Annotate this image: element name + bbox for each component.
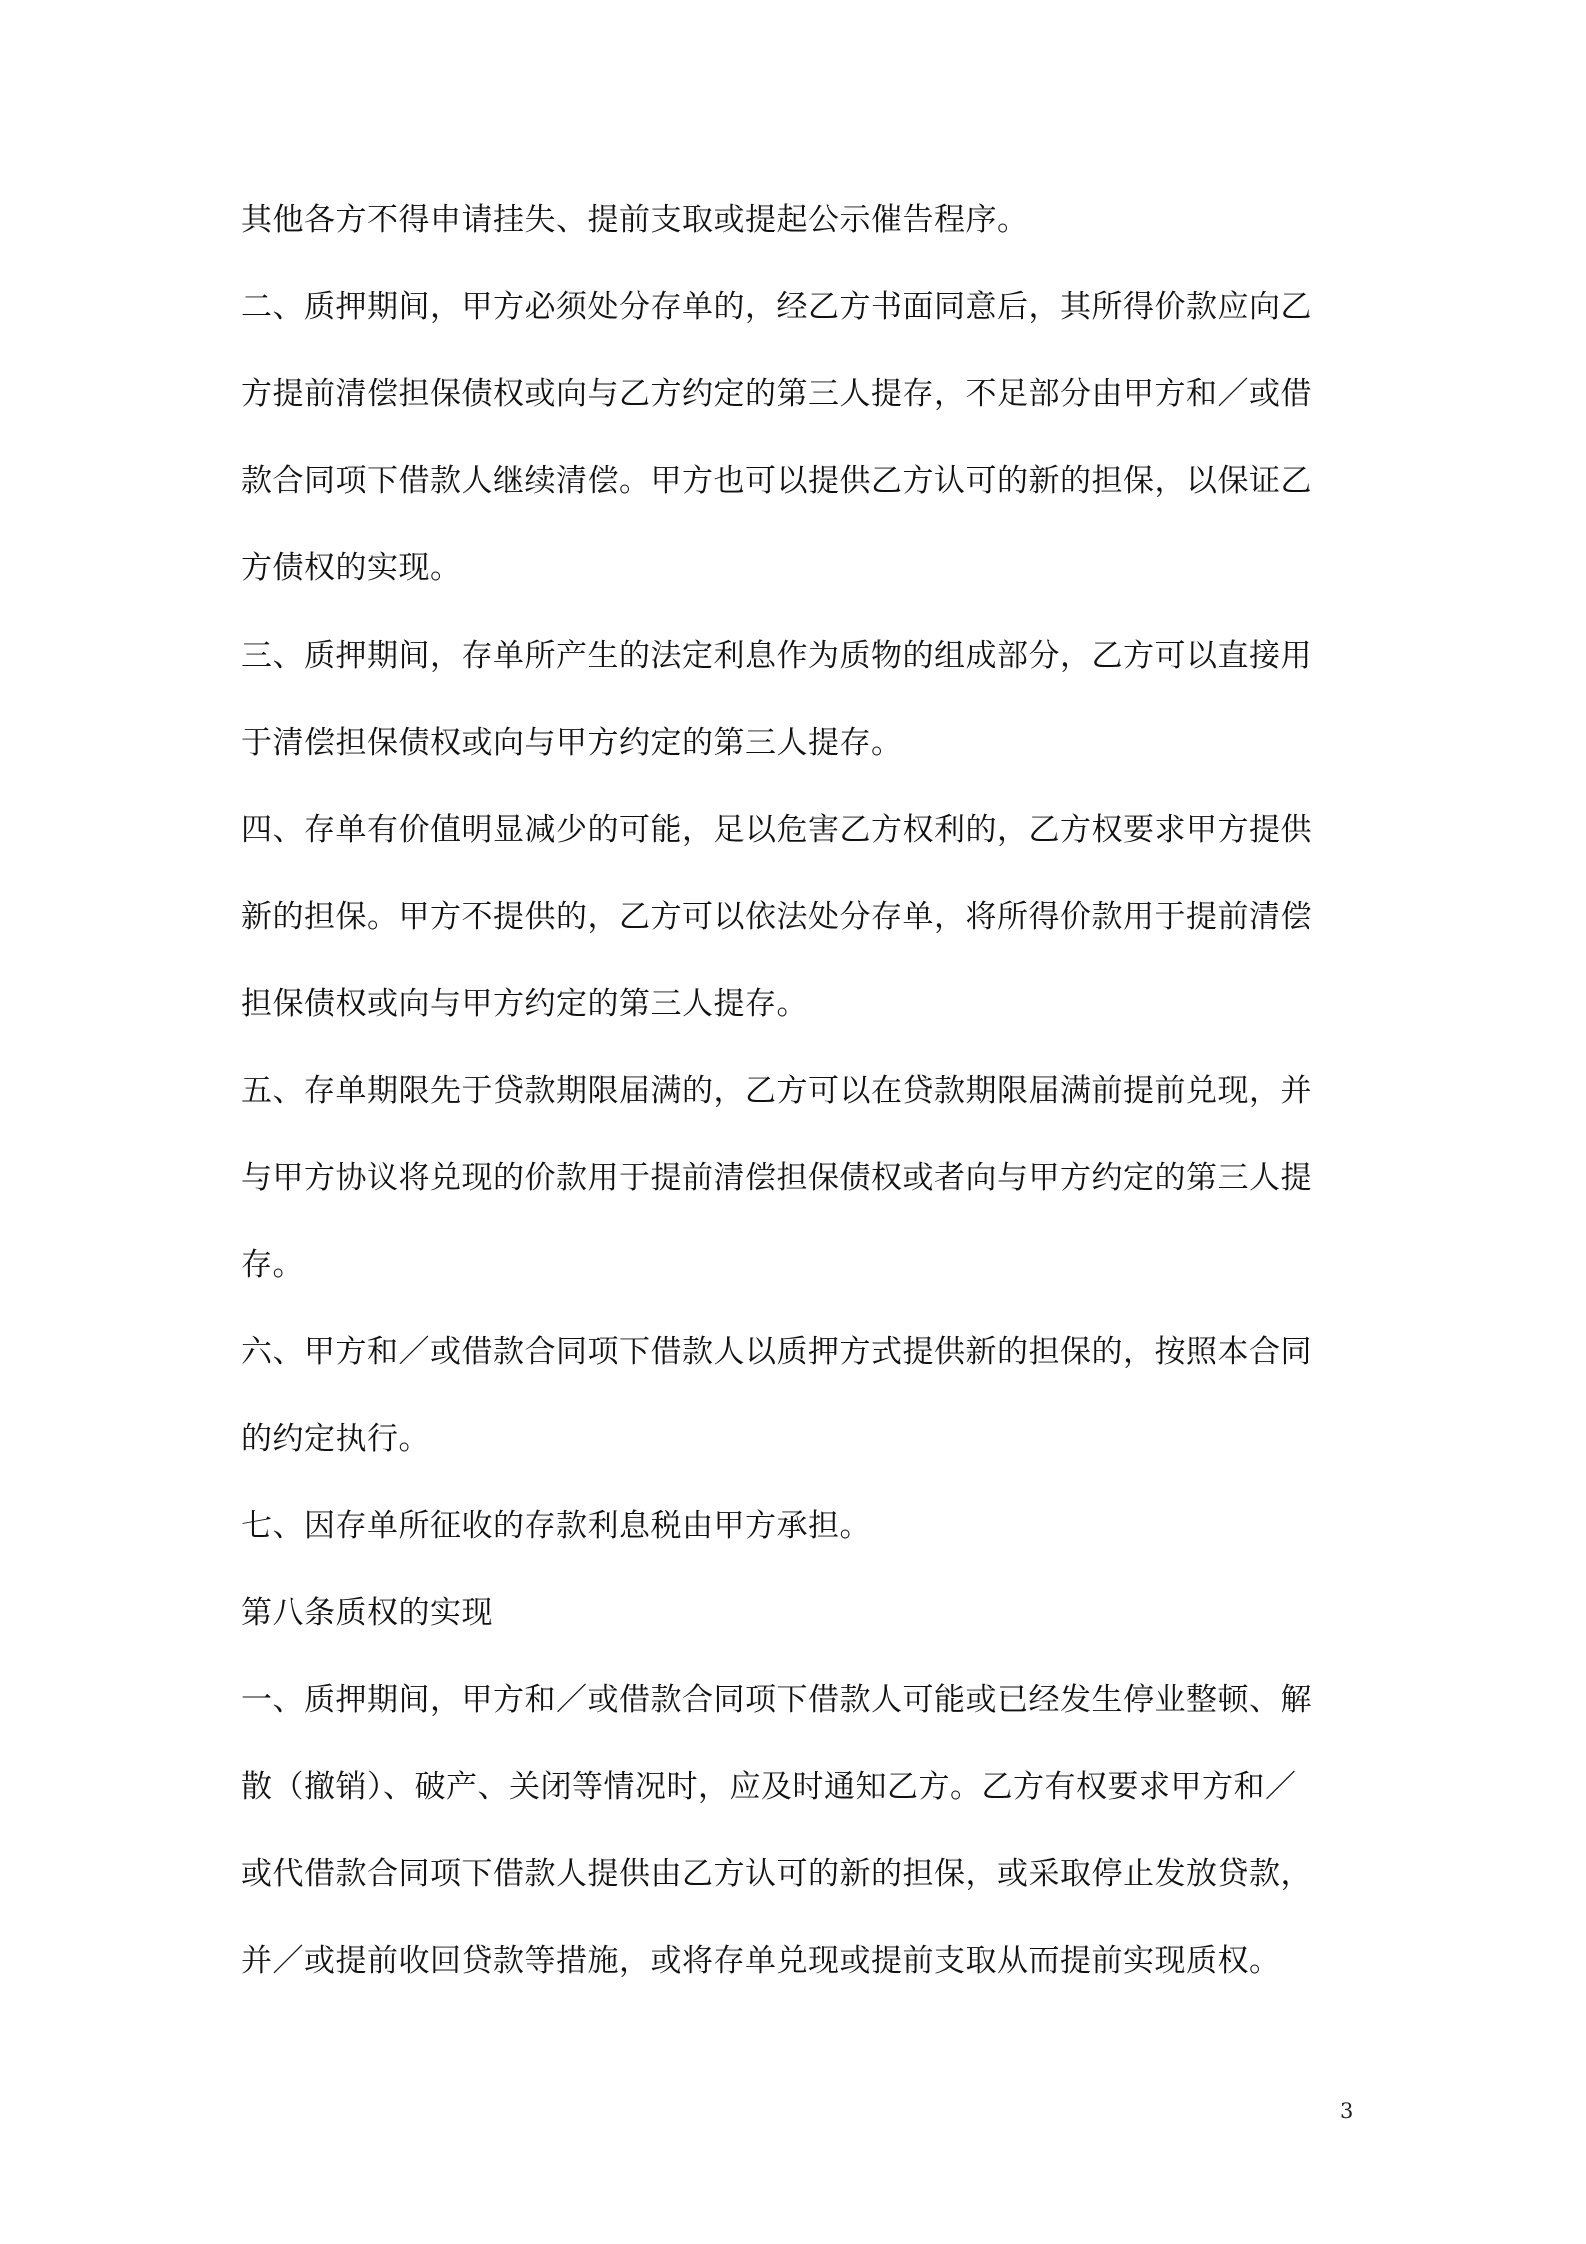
text-line: 与甲方协议将兑现的价款用于提前清偿担保债权或者向与甲方约定的第三人提 bbox=[241, 1160, 1312, 1196]
text-line: 二、质押期间，甲方必须处分存单的，经乙方书面同意后，其所得价款应向乙 bbox=[241, 289, 1312, 325]
text-line: 六、甲方和／或借款合同项下借款人以质押方式提供新的担保的，按照本合同 bbox=[241, 1334, 1312, 1370]
page-number: 3 bbox=[1340, 2099, 1354, 2123]
text-line: 五、存单期限先于贷款期限届满的，乙方可以在贷款期限届满前提前兑现，并 bbox=[241, 1073, 1312, 1109]
text-line: 或代借款合同项下借款人提供由乙方认可的新的担保，或采取停止发放贷款， bbox=[241, 1856, 1312, 1892]
text-line: 三、质押期间，存单所产生的法定利息作为质物的组成部分，乙方可以直接用 bbox=[241, 638, 1312, 674]
text-line: 方提前清偿担保债权或向与乙方约定的第三人提存，不足部分由甲方和／或借 bbox=[241, 376, 1312, 412]
text-line: 担保债权或向与甲方约定的第三人提存。 bbox=[241, 986, 808, 1022]
text-line: 并／或提前收回贷款等措施，或将存单兑现或提前支取从而提前实现质权。 bbox=[241, 1943, 1281, 1979]
text-line: 新的担保。甲方不提供的，乙方可以依法处分存单，将所得价款用于提前清偿 bbox=[241, 899, 1312, 935]
section-heading: 第八条质权的实现 bbox=[241, 1595, 493, 1631]
text-line: 七、因存单所征收的存款利息税由甲方承担。 bbox=[241, 1508, 871, 1544]
text-line: 于清偿担保债权或向与甲方约定的第三人提存。 bbox=[241, 725, 903, 761]
text-line: 一、质押期间，甲方和／或借款合同项下借款人可能或已经发生停业整顿、解 bbox=[241, 1682, 1312, 1718]
text-line: 的约定执行。 bbox=[241, 1421, 430, 1457]
text-line: 方债权的实现。 bbox=[241, 550, 462, 586]
text-line: 四、存单有价值明显减少的可能，足以危害乙方权利的，乙方权要求甲方提供 bbox=[241, 812, 1312, 848]
text-line: 款合同项下借款人继续清偿。甲方也可以提供乙方认可的新的担保，以保证乙 bbox=[241, 463, 1312, 499]
text-line: 其他各方不得申请挂失、提前支取或提起公示催告程序。 bbox=[241, 202, 1029, 238]
text-line: 存。 bbox=[241, 1247, 304, 1283]
text-line: 散（撤销）、破产、关闭等情况时，应及时通知乙方。乙方有权要求甲方和／ bbox=[241, 1769, 1297, 1805]
